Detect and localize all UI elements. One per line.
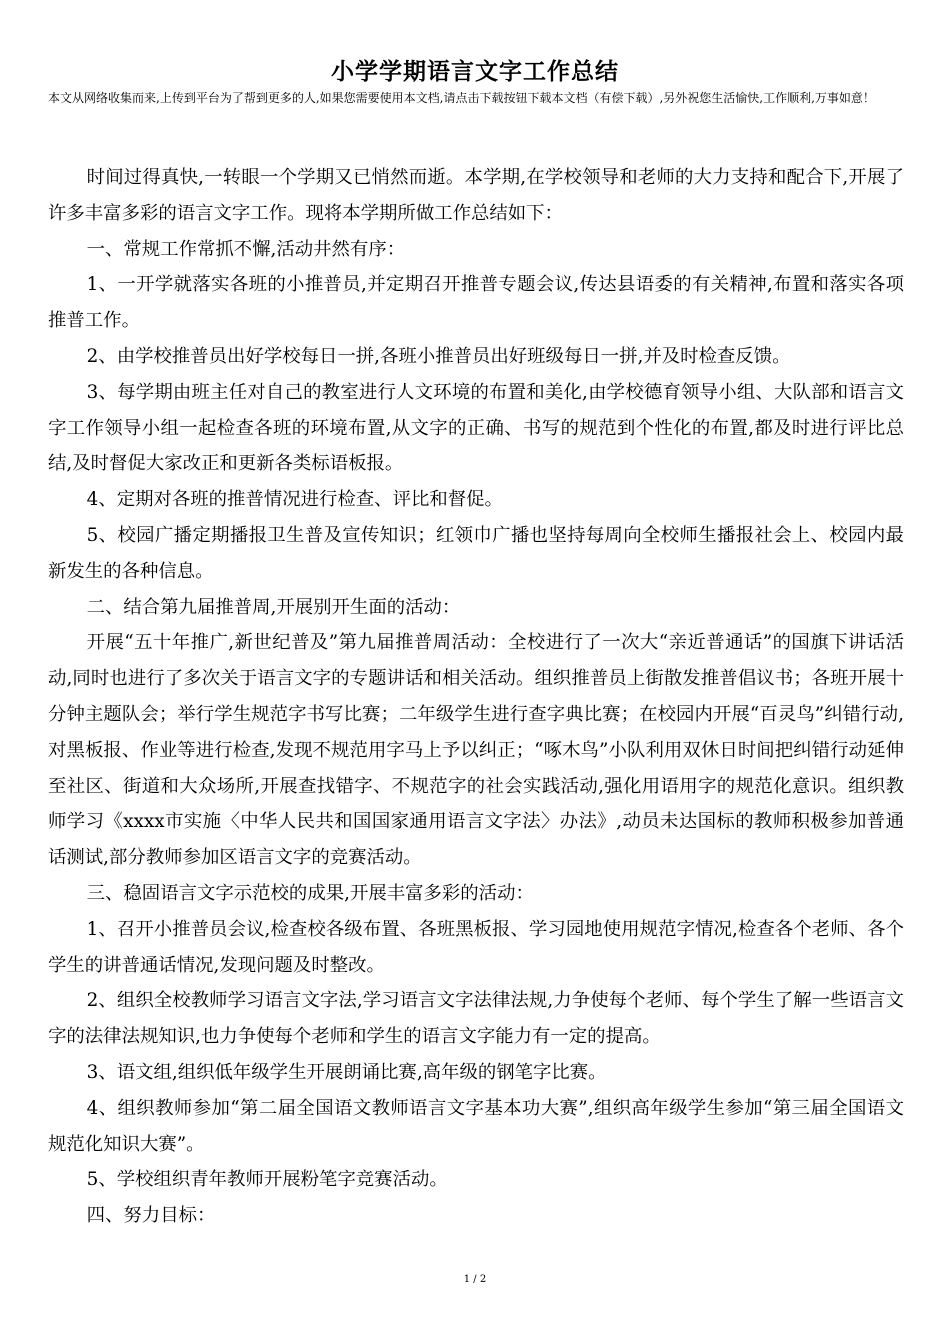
paragraph: 开展“五十年推广,新世纪普及”第九届推普周活动：全校进行了一次大“亲近普通话”的国旗下讲话活动,同时也进行了多次关于语言文字的专题讲话和相关活动。组织推普员上街散发推普倡议书；各班开展十分钟主题队会；举行学生规范字书写比赛；二年级学生进行查字典比赛；在校园内开展“百灵鸟”纠错行动,对黑板报、作业等进行检查,发现不规范用字马上予以纠正；“啄木鸟”小队利用双休日时间把纠错行动延伸至社区、街道和大众场所,开展查找错字、不规范字的社会实践活动,强化用语用字的规范化意识。组织教师学习《xxxx市实施〈中华人民共和国国家通用语言文字法〉办法》,动员未达国标的教师积极参加普通话测试,部分教师参加区语言文字的竞赛活动。 (48, 632, 904, 869)
section-heading-3: 三、稳固语言文字示范校的成果,开展丰富多彩的活动： (86, 882, 534, 904)
list-item: 3、语文组,组织低年级学生开展朗诵比赛,高年级的钢笔字比赛。 (86, 1061, 607, 1083)
section-heading-2: 二、结合第九届推普周,开展别开生面的活动： (86, 596, 461, 618)
list-item: 5、校园广播定期播报卫生普及宣传知识；红领巾广播也坚持每周向全校师生播报社会上、校园内最新发生的各种信息。 (48, 524, 904, 582)
list-item: 4、定期对各班的推普情况进行检查、评比和督促。 (86, 489, 503, 511)
section-heading-1: 一、常规工作常抓不懈,活动井然有序： (86, 238, 406, 260)
page-title: 小学学期语言文字工作总结 (331, 59, 619, 85)
paragraph-intro: 时间过得真快,一转眼一个学期又已悄然而逝。本学期,在学校领导和老师的大力支持和配合下,开展了许多丰富多彩的语言文字工作。现将本学期所做工作总结如下： (48, 167, 904, 224)
page-number: 1 / 2 (463, 1274, 487, 1285)
download-notice: 本文从网络收集而来,上传到平台为了帮到更多的人,如果您需要使用本文档,请点击下载按钮下载本文档（有偿下载）,另外祝您生活愉快,工作顺利,万事如意！ (48, 91, 875, 105)
list-item: 4、组织教师参加“第二届全国语文教师语言文字基本功大赛”,组织高年级学生参加“第三届全国语文规范化知识大赛”。 (48, 1097, 904, 1155)
document-body (48, 160, 904, 1234)
section-heading-4: 四、努力目标： (86, 1205, 216, 1227)
list-item: 1、一开学就落实各班的小推普员,并定期召开推普专题会议,传达县语委的有关精神,布置和落实各项推普工作。 (48, 274, 904, 332)
list-item: 2、组织全校教师学习语言文字法,学习语言文字法律法规,力争使每个老师、每个学生了解一些语言文字的法律法规知识,也力争使每个老师和学生的语言文字能力有一定的提高。 (48, 990, 904, 1048)
list-item: 5、学校组织青年教师开展粉笔字竞赛活动。 (86, 1169, 448, 1191)
list-item: 1、召开小推普员会议,检查校各级布置、各班黑板报、学习园地使用规范字情况,检查各个老师、各个学生的讲普通话情况,发现问题及时整改。 (48, 918, 904, 976)
list-item: 2、由学校推普员出好学校每日一拼,各班小推普员出好班级每日一拼,并及时检查反馈。 (86, 345, 791, 367)
list-item: 3、每学期由班主任对自己的教室进行人文环境的布置和美化,由学校德育领导小组、大队部和语言文字工作领导小组一起检查各班的环境布置,从文字的正确、书写的规范到个性化的布置,都及时进行评比总结,及时督促大家改正和更新各类标语板报。 (48, 381, 904, 475)
